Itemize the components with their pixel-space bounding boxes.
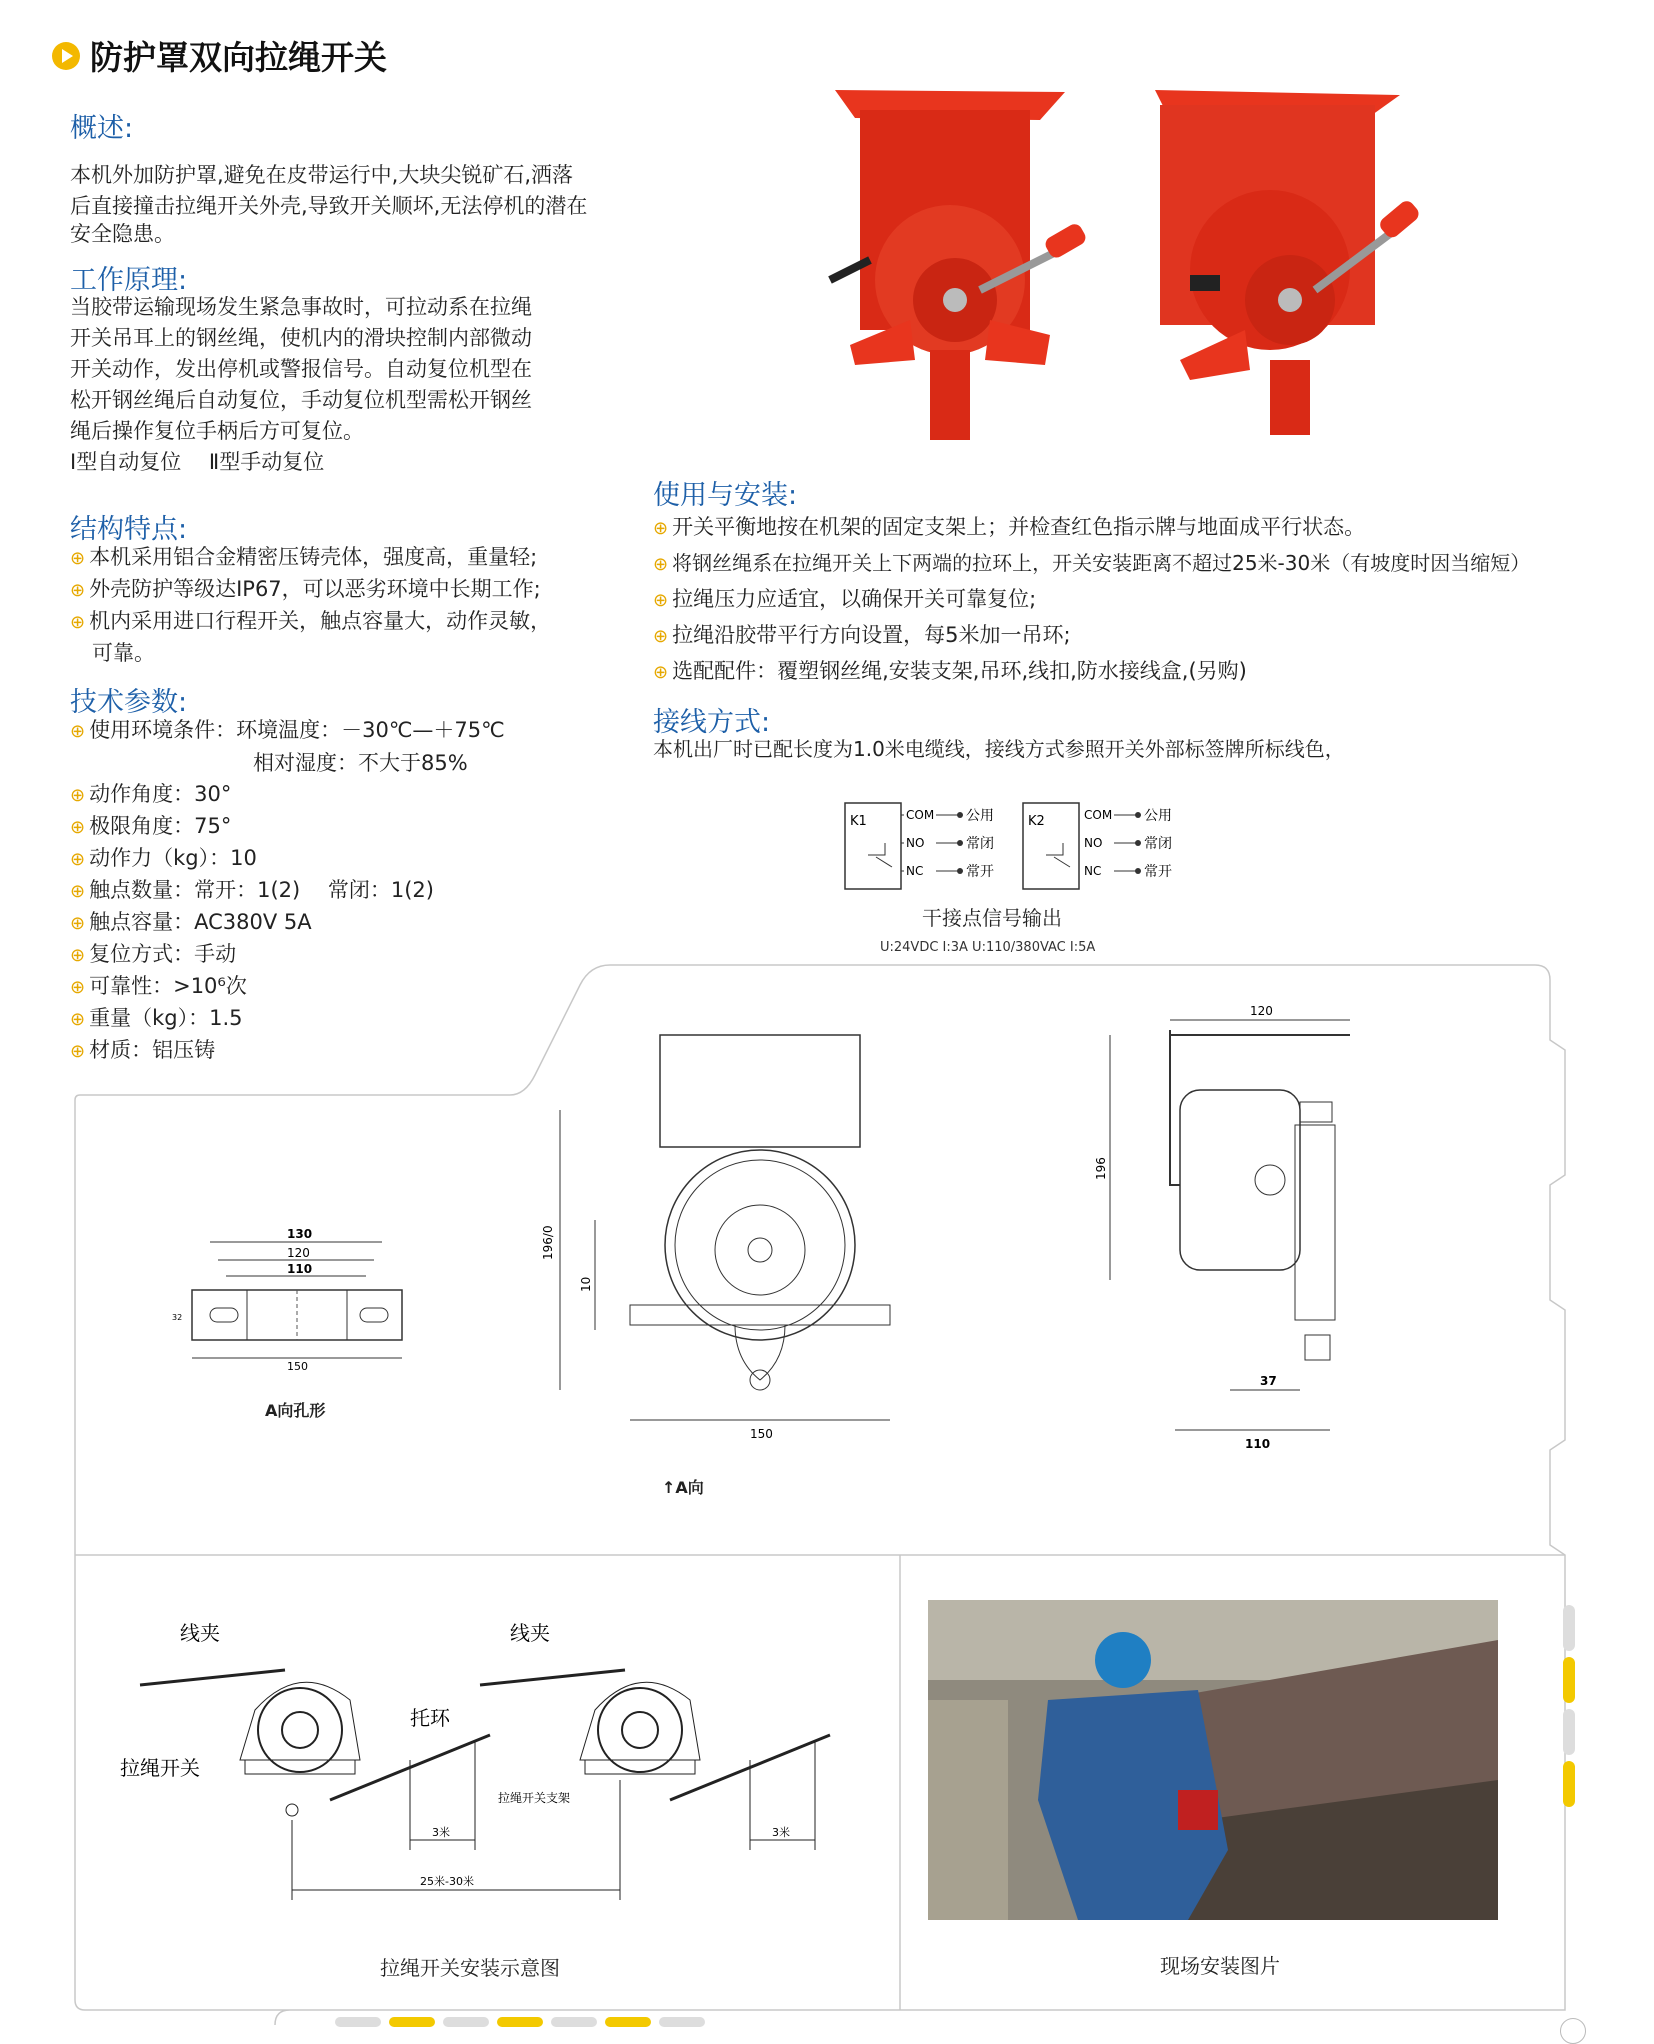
specs-heading: 技术参数: <box>70 687 188 718</box>
corner-circle <box>1560 2018 1586 2044</box>
wiring-heading: 接线方式: <box>653 707 771 738</box>
svg-text:NO: NO <box>906 836 925 850</box>
bullet-icon: ⊕ <box>70 849 86 870</box>
svg-text:10: 10 <box>579 1276 593 1292</box>
bullet-icon: ⊕ <box>70 785 86 806</box>
spec-item-humidity: 相对湿度：不大于85% <box>253 751 468 775</box>
spec-item: ⊕ 材质：铝压铸 <box>70 1038 216 1062</box>
bullet-icon: ⊕ <box>70 721 86 742</box>
principle-line: 开关吊耳上的钢丝绳，使机内的滑块控制内部微动 <box>70 326 532 350</box>
schematic-caption: 拉绳开关安装示意图 <box>380 1956 560 1980</box>
svg-text:COM: COM <box>1084 808 1113 822</box>
spec-item: ⊕ 重量（kg）：1.5 <box>70 1006 243 1030</box>
svg-text:常开: 常开 <box>966 864 994 880</box>
svg-text:拉绳开关: 拉绳开关 <box>120 1756 200 1780</box>
svg-text:COM: COM <box>906 808 935 822</box>
feature-item: ⊕ 机内采用进口行程开关，触点容量大，动作灵敏， <box>70 609 552 633</box>
bullet-icon: ⊕ <box>653 662 669 683</box>
svg-text:120: 120 <box>1250 1004 1273 1018</box>
bullet-icon: ⊕ <box>653 518 669 539</box>
install-schematic <box>110 1610 850 1930</box>
bullet-icon: ⊕ <box>70 1009 86 1030</box>
svg-text:托环: 托环 <box>410 1706 450 1730</box>
spec-item: ⊕ 可靠性：>10⁶次 <box>70 974 247 998</box>
spec-item: ⊕ 使用环境条件：环境温度：－30℃—＋75℃ <box>70 718 505 742</box>
svg-text:130: 130 <box>287 1227 313 1241</box>
bullet-icon: ⊕ <box>70 945 86 966</box>
svg-text:110: 110 <box>287 1262 313 1276</box>
svg-text:常开: 常开 <box>1144 864 1172 880</box>
spec-item: ⊕ 触点数量：常开：1(2) 常闭：1(2) <box>70 878 434 902</box>
wiring-caption: 干接点信号输出 <box>922 906 1062 930</box>
spec-item: ⊕ 极限角度：75° <box>70 814 232 838</box>
spec-item: ⊕ 复位方式：手动 <box>70 942 237 966</box>
k1-label: K1 <box>850 814 867 829</box>
side-view-drawing <box>1065 990 1365 1470</box>
principle-line: Ⅰ型自动复位 Ⅱ型手动复位 <box>70 450 325 474</box>
svg-text:150: 150 <box>287 1360 308 1370</box>
principle-line: 开关动作，发出停机或警报信号。自动复位机型在 <box>70 357 532 381</box>
principle-heading: 工作原理: <box>70 265 188 296</box>
svg-text:25米-30米: 25米-30米 <box>420 1875 474 1888</box>
front-view-drawing <box>530 1030 910 1450</box>
svg-text:NC: NC <box>1084 864 1102 878</box>
svg-text:拉绳开关支架: 拉绳开关支架 <box>498 1791 571 1805</box>
side-tab-indicators <box>1563 1605 1575 1807</box>
bullet-icon: ⊕ <box>70 548 86 569</box>
bullet-icon: ⊕ <box>653 554 669 575</box>
svg-text:110: 110 <box>1245 1437 1271 1451</box>
wiring-rating: U:24VDC I:3A U:110/380VAC I:5A <box>880 940 1096 955</box>
overview-line: 本机外加防护罩,避免在皮带运行中,大块尖锐矿石,洒落 <box>70 163 574 187</box>
svg-text:线夹: 线夹 <box>180 1621 220 1645</box>
field-install-photo <box>928 1600 1498 1920</box>
feature-continuation: 可靠。 <box>92 641 155 665</box>
svg-text:3米: 3米 <box>432 1826 450 1839</box>
svg-text:120: 120 <box>287 1246 310 1260</box>
svg-text:196/0: 196/0 <box>541 1225 555 1260</box>
overview-line: 安全隐患。 <box>70 222 175 246</box>
feature-item: ⊕ 本机采用铝合金精密压铸壳体，强度高，重量轻; <box>70 545 538 569</box>
spec-item: ⊕ 动作力（kg）：10 <box>70 846 257 870</box>
svg-text:37: 37 <box>1260 1374 1277 1388</box>
hole-pattern-drawing <box>170 1220 430 1370</box>
svg-text:常闭: 常闭 <box>1144 836 1172 852</box>
install-item: ⊕ 拉绳沿胶带平行方向设置，每5米加一吊环; <box>653 623 1071 647</box>
feature-item: ⊕ 外壳防护等级达IP67，可以恶劣环境中长期工作; <box>70 577 541 601</box>
principle-line: 当胶带运输现场发生紧急事故时，可拉动系在拉绳 <box>70 295 532 319</box>
page-indicator-dashes <box>335 2017 705 2027</box>
svg-text:NO: NO <box>1084 836 1103 850</box>
spec-item: ⊕ 触点容量：AC380V 5A <box>70 910 312 934</box>
install-item: ⊕ 选配配件：覆塑钢丝绳,安装支架,吊环,线扣,防水接线盒,(另购) <box>653 659 1247 683</box>
svg-text:32: 32 <box>172 1313 183 1322</box>
bullet-icon: ⊕ <box>70 881 86 902</box>
principle-line: 绳后操作复位手柄后方可复位。 <box>70 419 364 443</box>
arrow-a-label: ↑A向 <box>662 1478 704 1497</box>
svg-text:公用: 公用 <box>1144 808 1172 824</box>
bullet-icon: ⊕ <box>70 817 86 838</box>
switch-unit-2 <box>580 1682 700 1774</box>
spec-item: ⊕ 动作角度：30° <box>70 782 232 806</box>
install-item: ⊕ 拉绳压力应适宜，以确保开关可靠复位; <box>653 587 1037 611</box>
svg-text:公用: 公用 <box>966 808 994 824</box>
svg-text:常闭: 常闭 <box>966 836 994 852</box>
install-item: ⊕ 将钢丝绳系在拉绳开关上下两端的拉环上，开关安装距离不超过25米-30米（有坡度时因当缩短） <box>653 551 1531 575</box>
overview-heading: 概述: <box>70 113 134 144</box>
bullet-icon: ⊕ <box>70 1041 86 1062</box>
hole-caption: A向孔形 <box>265 1401 326 1420</box>
k2-label: K2 <box>1028 814 1045 829</box>
bullet-icon: ⊕ <box>70 580 86 601</box>
svg-text:线夹: 线夹 <box>510 1621 550 1645</box>
bullet-icon: ⊕ <box>653 626 669 647</box>
principle-line: 松开钢丝绳后自动复位，手动复位机型需松开钢丝 <box>70 388 532 412</box>
svg-text:150: 150 <box>750 1427 773 1441</box>
features-heading: 结构特点: <box>70 514 188 545</box>
install-heading: 使用与安装: <box>653 480 798 511</box>
svg-text:3米: 3米 <box>772 1826 790 1839</box>
photo-caption: 现场安装图片 <box>1160 1954 1280 1978</box>
bullet-icon: ⊕ <box>653 590 669 611</box>
svg-text:NC: NC <box>906 864 924 878</box>
bullet-icon: ⊕ <box>70 977 86 998</box>
bullet-icon: ⊕ <box>70 612 86 633</box>
bullet-icon: ⊕ <box>70 913 86 934</box>
svg-text:196: 196 <box>1094 1157 1108 1180</box>
install-item: ⊕ 开关平衡地按在机架的固定支架上；并检查红色指示牌与地面成平行状态。 <box>653 515 1366 539</box>
overview-line: 后直接撞击拉绳开关外壳,导致开关顺坏,无法停机的潜在 <box>70 194 588 218</box>
wiring-text: 本机出厂时已配长度为1.0米电缆线，接线方式参照开关外部标签牌所标线色， <box>653 737 1345 761</box>
title-text: 防护罩双向拉绳开关 <box>90 38 387 77</box>
